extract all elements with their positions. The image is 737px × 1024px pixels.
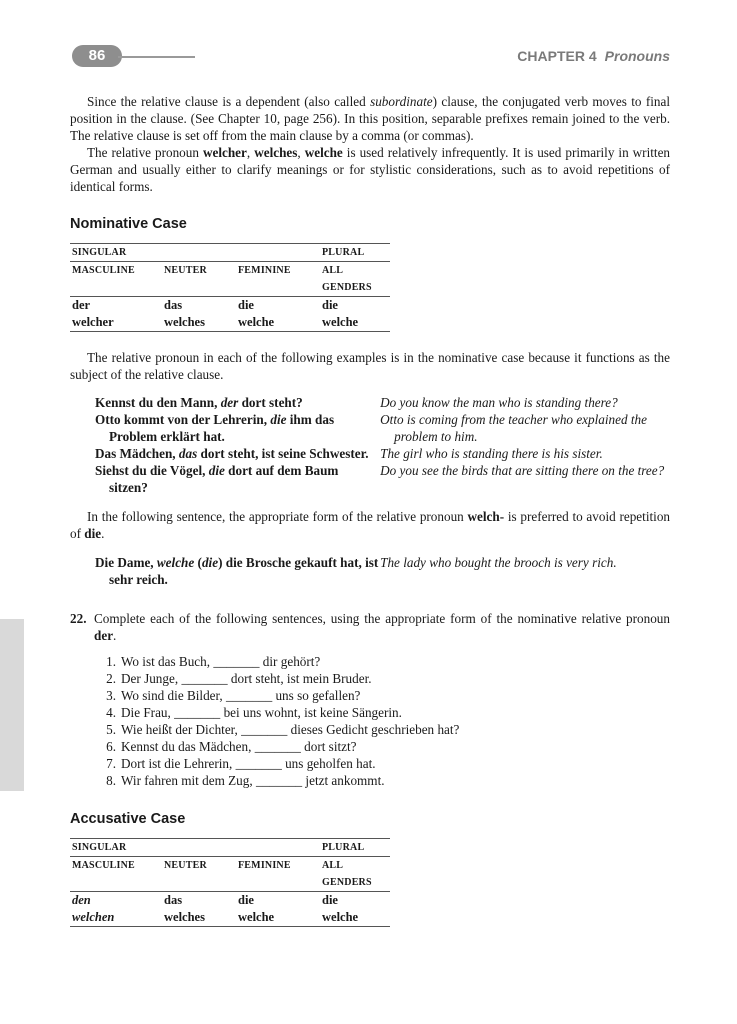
header-rule <box>118 56 195 58</box>
exercise-number: 22. <box>70 611 87 626</box>
relative-pronoun: das <box>178 446 198 461</box>
cell: die <box>238 893 254 907</box>
example-row <box>95 462 670 496</box>
text: dort auf dem Baum sitzen? <box>109 463 339 495</box>
cell: welches <box>162 909 236 927</box>
cell: welches <box>162 314 236 332</box>
relative-pronoun: die <box>270 412 287 427</box>
text: Die Frau, <box>121 705 171 720</box>
relative-pronoun: die <box>201 555 219 570</box>
blank: _______ <box>255 773 303 788</box>
cell: welchen <box>70 909 162 927</box>
text: ) clause, the conjugated verb moves to final position in the clause. (See Chapter 10, page 256). In this position, separable prefixes remain joined to the verb. The relative clause is set off from the main clause by a comma (or commas). <box>70 94 670 143</box>
text: dort steht, ist mein Bruder. <box>230 671 372 686</box>
col-all-genders: ALL GENDERS <box>320 262 390 297</box>
text: , <box>246 145 255 160</box>
blank: _______ <box>181 671 228 686</box>
text: is used relatively infrequently. It is used primarily in written German and usually either to clarify meanings or for stylistic considerations, such as to avoid repetitions of identical forms. <box>70 145 671 194</box>
blank: _______ <box>241 722 288 737</box>
text: dir gehört? <box>262 654 321 669</box>
example-german <box>95 462 380 496</box>
list-item <box>92 772 670 789</box>
cell: das <box>164 893 183 907</box>
emphasis: subordinate <box>370 94 433 109</box>
bold-term: welcher <box>202 145 247 160</box>
intro-paragraph-1 <box>70 93 670 144</box>
cell: welche <box>236 314 320 332</box>
text: . <box>113 628 117 643</box>
singular-header: SINGULAR <box>70 244 320 262</box>
example-german <box>95 554 380 588</box>
text: jetzt ankommt. <box>305 773 385 788</box>
bold-term: der <box>94 628 114 643</box>
page-number: 86 <box>72 45 122 67</box>
blank: _______ <box>213 654 260 669</box>
text: uns so gefallen? <box>275 688 361 703</box>
text: Das Mädchen, <box>95 446 179 461</box>
item-number: 5. <box>106 722 116 737</box>
example-english: Otto is coming from the teacher who explained the problem to him. <box>380 412 647 444</box>
item-number: 4. <box>106 705 116 720</box>
text: ( <box>194 555 202 570</box>
example-english: The girl who is standing there is his sister. <box>380 446 603 461</box>
welch-note <box>70 508 670 542</box>
text: dort steht? <box>238 395 303 410</box>
example-german <box>95 394 380 411</box>
text: dieses Gedicht geschrieben hat? <box>290 722 460 737</box>
text: is preferred to avoid repetition of <box>70 509 671 541</box>
example-row <box>95 445 670 462</box>
list-item <box>92 704 670 721</box>
page-content <box>70 93 670 927</box>
intro-paragraph-2 <box>70 144 670 195</box>
text: Kennst du den Mann, <box>95 395 221 410</box>
item-number: 8. <box>106 773 116 788</box>
example-german <box>95 445 380 462</box>
cell: welche <box>320 314 390 332</box>
text: In the following sentence, the appropriate form of the relative pronoun <box>87 509 468 524</box>
list-item <box>92 653 670 670</box>
item-number: 1. <box>106 654 116 669</box>
col-neuter: NEUTER <box>162 262 236 297</box>
text: Otto kommt von der Lehrerin, <box>95 412 271 427</box>
col-neuter: NEUTER <box>162 857 236 892</box>
nominative-table <box>70 243 390 332</box>
welch-example-row <box>95 554 670 588</box>
cell: die <box>238 298 254 312</box>
item-number: 2. <box>106 671 116 686</box>
chapter-topic: Pronouns <box>604 48 670 64</box>
relative-pronoun: der <box>220 395 239 410</box>
text: uns geholfen hat. <box>285 756 376 771</box>
cell: welche <box>236 909 320 927</box>
text: Kennst du das Mädchen, <box>121 739 252 754</box>
text: ) die Brosche gekauft hat, ist sehr reich. <box>109 555 379 587</box>
bold-term: die <box>84 526 102 541</box>
blank: _______ <box>174 705 221 720</box>
example-english: Do you know the man who is standing there? <box>380 395 618 410</box>
text: Since the relative clause is a dependent (also called <box>87 94 371 109</box>
cell: der <box>72 298 91 312</box>
item-number: 3. <box>106 688 116 703</box>
cell: die <box>322 298 338 312</box>
example-row <box>95 411 670 445</box>
col-all-genders: ALL GENDERS <box>320 857 390 892</box>
bold-term: welche <box>304 145 343 160</box>
col-feminine: FEMININE <box>236 262 320 297</box>
text: Die Dame, <box>95 555 157 570</box>
list-item <box>92 687 670 704</box>
chapter-header <box>517 48 670 64</box>
text: ihm das Problem erklärt hat. <box>109 412 335 444</box>
example-german <box>95 411 380 445</box>
cell: den <box>72 893 91 907</box>
relative-pronoun: die <box>208 463 225 478</box>
nominative-explanation: The relative pronoun in each of the following examples is in the nominative case because it functions as the subject of the relative clause. <box>70 350 670 382</box>
item-number: 6. <box>106 739 116 754</box>
text: Wo ist das Buch, <box>121 654 211 669</box>
text: dort steht, ist seine Schwester. <box>197 446 369 461</box>
example-english: Do you see the birds that are sitting there on the tree? <box>380 463 665 478</box>
list-item <box>92 755 670 772</box>
text: Dort ist die Lehrerin, <box>121 756 233 771</box>
bold-term: welch- <box>467 509 505 524</box>
relative-pronoun: welche <box>156 555 195 570</box>
item-number: 7. <box>106 756 116 771</box>
col-masculine: MASCULINE <box>70 857 162 892</box>
text: bei uns wohnt, ist keine Sängerin. <box>223 705 402 720</box>
blank: _______ <box>254 739 301 754</box>
col-feminine: FEMININE <box>236 857 320 892</box>
plural-header: PLURAL <box>320 839 390 857</box>
blank: _______ <box>226 688 273 703</box>
text: dort sitzt? <box>304 739 357 754</box>
chapter-label: CHAPTER 4 <box>517 48 597 64</box>
text: Wo sind die Bilder, <box>121 688 223 703</box>
cell: welche <box>320 909 390 927</box>
text: , <box>297 145 305 160</box>
plural-header: PLURAL <box>320 244 390 262</box>
exercise-items <box>92 653 670 789</box>
cell: die <box>322 893 338 907</box>
blank: _______ <box>235 756 282 771</box>
bold-term: welches <box>254 145 298 160</box>
col-masculine: MASCULINE <box>70 262 162 297</box>
examples-list <box>70 394 670 496</box>
text: Der Junge, <box>121 671 179 686</box>
exercise-instruction <box>94 610 670 644</box>
text: . <box>101 526 105 541</box>
text: Wie heißt der Dichter, <box>121 722 238 737</box>
text: Complete each of the following sentences, using the appropriate form of the nominative relative pronoun <box>94 611 670 626</box>
list-item <box>92 738 670 755</box>
example-row <box>95 394 670 411</box>
accusative-table <box>70 838 390 927</box>
example-english: The lady who bought the brooch is very rich. <box>380 555 617 570</box>
nominative-heading: Nominative Case <box>70 216 187 232</box>
text: Wir fahren mit dem Zug, <box>121 773 253 788</box>
list-item <box>92 670 670 687</box>
exercise-22 <box>70 610 670 644</box>
accusative-heading: Accusative Case <box>70 811 186 827</box>
text: The relative pronoun <box>87 145 203 160</box>
cell: das <box>164 298 183 312</box>
sidebar-tab <box>0 619 24 791</box>
list-item <box>92 721 670 738</box>
singular-header: SINGULAR <box>70 839 320 857</box>
text: Siehst du die Vögel, <box>95 463 209 478</box>
cell: welcher <box>70 314 162 332</box>
